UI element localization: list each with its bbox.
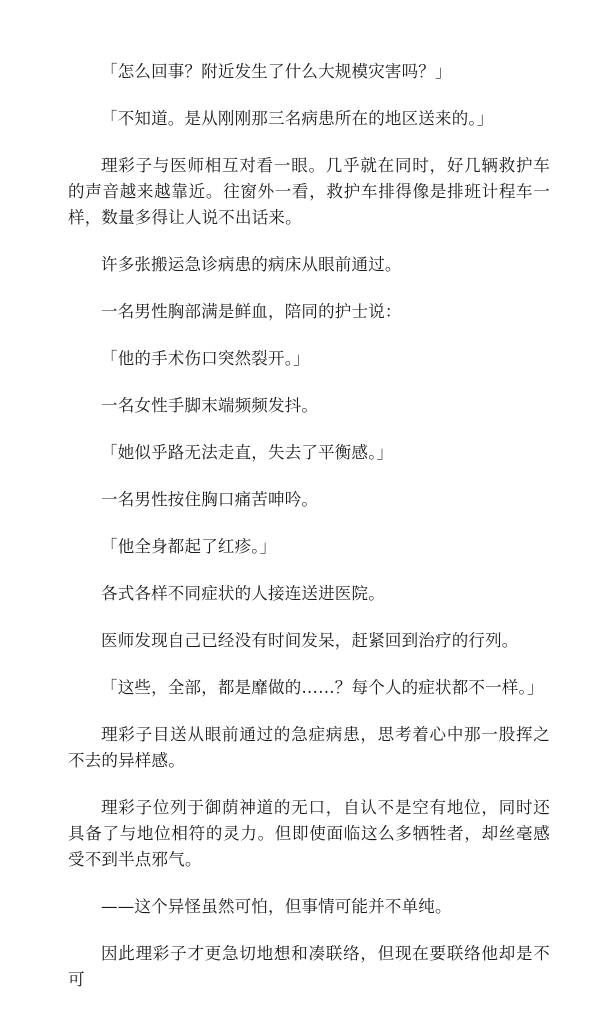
paragraph: 「他全身都起了红疹。」 xyxy=(101,537,277,556)
paragraph: 理彩子位列于御荫神道的无口，自认不是空有地位，同时还具备了与地位相符的灵力。但即使面临这么多牺牲者，却丝毫感受不到半点邪气。 xyxy=(68,798,550,869)
paragraph: 许多张搬运急诊病患的病床从眼前通过。 xyxy=(101,255,402,274)
paragraph: 「他的手术伤口突然裂开。」 xyxy=(101,349,310,368)
paragraph: 「她似乎路无法走直，失去了平衡感。」 xyxy=(101,443,394,462)
paragraph: 「不知道。是从刚刚那三名病患所在的地区送来的。」 xyxy=(101,109,494,128)
paragraph: 「怎么回事？附近发生了什么大规模灾害吗？」 xyxy=(101,62,452,81)
paragraph: 医师发现自己已经没有时间发呆，赶紧回到治疗的行列。 xyxy=(101,631,519,650)
paragraph: 因此理彩子才更急切地想和凑联络，但现在要联络他却是不可 xyxy=(68,944,550,989)
paragraph: 理彩子目送从眼前通过的急症病患，思考着心中那一股挥之不去的异样感。 xyxy=(68,725,550,770)
paragraph: 一名男性按住胸口痛苦呻吟。 xyxy=(101,490,319,509)
paragraph: 「这些，全部，都是靡做的……？每个人的症状都不一样。」 xyxy=(101,678,544,697)
text-body xyxy=(68,59,550,1014)
paragraph: 理彩子与医师相互对看一眼。几乎就在同时，好几辆救护车的声音越来越靠近。往窗外一看，救护车排得像是排班计程车一样，数量多得让人说不出话来。 xyxy=(68,156,550,227)
paragraph: 一名男性胸部满是鲜血，陪同的护士说： xyxy=(101,302,402,321)
paragraph: 一名女性手脚末端频频发抖。 xyxy=(101,396,319,415)
paragraph: 各式各样不同症状的人接连送进医院。 xyxy=(101,584,385,603)
paragraph: ——这个异怪虽然可怕，但事情可能并不单纯。 xyxy=(101,897,452,916)
